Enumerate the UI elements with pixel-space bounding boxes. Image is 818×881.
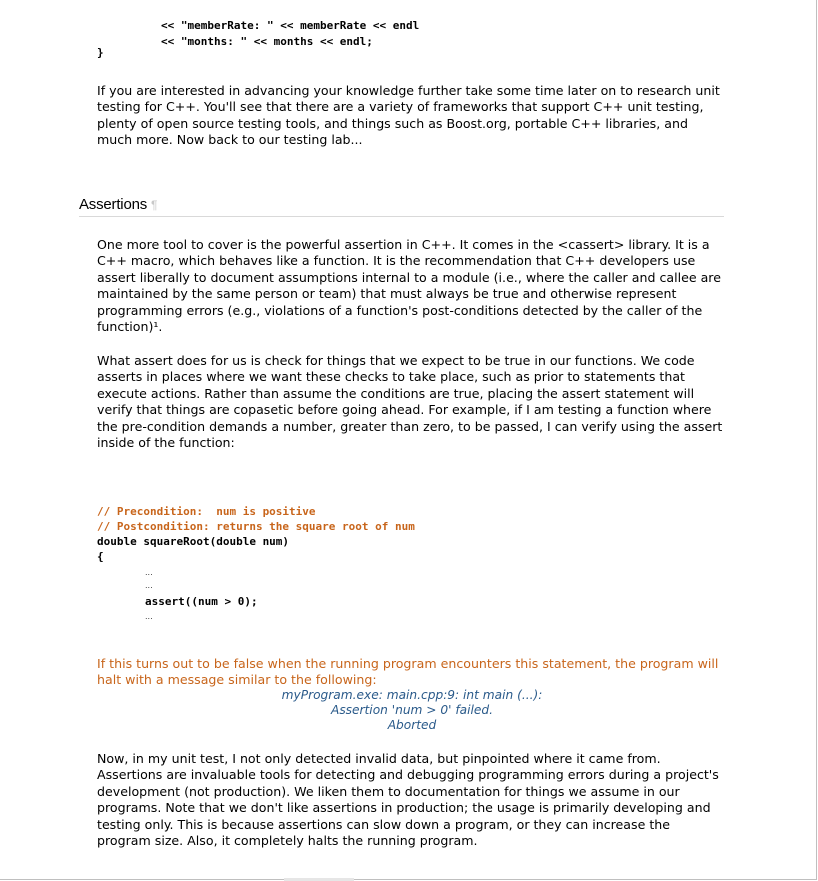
error-message-line-3: Aborted [387,718,437,732]
code-ellipsis-3: ... [145,612,153,621]
code-closing-brace: } [97,46,104,59]
code-assert-line: assert((num > 0); [145,595,258,608]
paragraph-unit-test-conclusion: Now, in my unit test, I not only detected invalid data, but pinpointed where it came from. Assertions are invaluable tools for detecting and debugging programming errors during a project's development (not production). We liken them to documentation for things we assume in our programs. Note that we don't like assertions in production; the usage is primarily developing and testing only. This is because assertions can slow down a program, or they can increase the program size. Also, it completely halts the running program. [97,751,719,849]
code-function-signature: double squareRoot(double num) [97,535,290,548]
code-line-months: << "months: " << months << endl; [161,35,373,48]
code-ellipsis-2: ... [145,581,153,590]
section-heading-assertions [79,196,724,217]
paragraph-assertion-intro: One more tool to cover is the powerful assertion in C++. It comes in the <cassert> library. It is a C++ macro, which behaves like a function. It is the recommendation that C++ developers use assert liberally to document assumptions internal to a module (i.e., where the caller and callee are maintained by the same person or team) that must always be true and otherwise represent programming errors (e.g., violations of a function's post-conditions detected by the caller of the function)¹. [97,237,721,335]
code-ellipsis-1: ... [145,568,153,577]
code-comment-precondition: // Precondition: num is positive [97,505,316,518]
paragraph-unit-testing: If you are interested in advancing your knowledge further take some time later on to research unit testing for C++. You'll see that there are a variety of frameworks that support C++ unit testing, plenty of open source testing tools, and things such as Boost.org, portable C++ libraries, and much more. Now back to our testing lab... [97,83,720,148]
heading-title: Assertions [79,196,148,213]
error-message-line-2: Assertion 'num > 0' failed. [330,703,493,717]
error-message-line-1: myProgram.exe: main.cpp:9: int main (...): [281,688,543,702]
code-open-brace: { [97,550,104,563]
paragraph-false-condition: If this turns out to be false when the running program encounters this statement, the program will halt with a message similar to the following: [97,656,719,688]
paragraph-assert-purpose: What assert does for us is check for things that we expect to be true in our functions. We code asserts in places where we want these checks to take place, such as prior to statements that execute actions. Rather than assume the conditions are true, placing the assert statement will verify that things are copasetic before going ahead. For example, if I am testing a function where the pre-condition demands a number, greater than zero, to be passed, I can verify using the assert inside of the function: [97,353,723,451]
code-comment-postcondition: // Postcondition: returns the square root of num [97,520,415,533]
code-line-member-rate: << "memberRate: " << memberRate << endl [161,19,420,32]
pilcrow-icon: ¶ [151,198,158,212]
